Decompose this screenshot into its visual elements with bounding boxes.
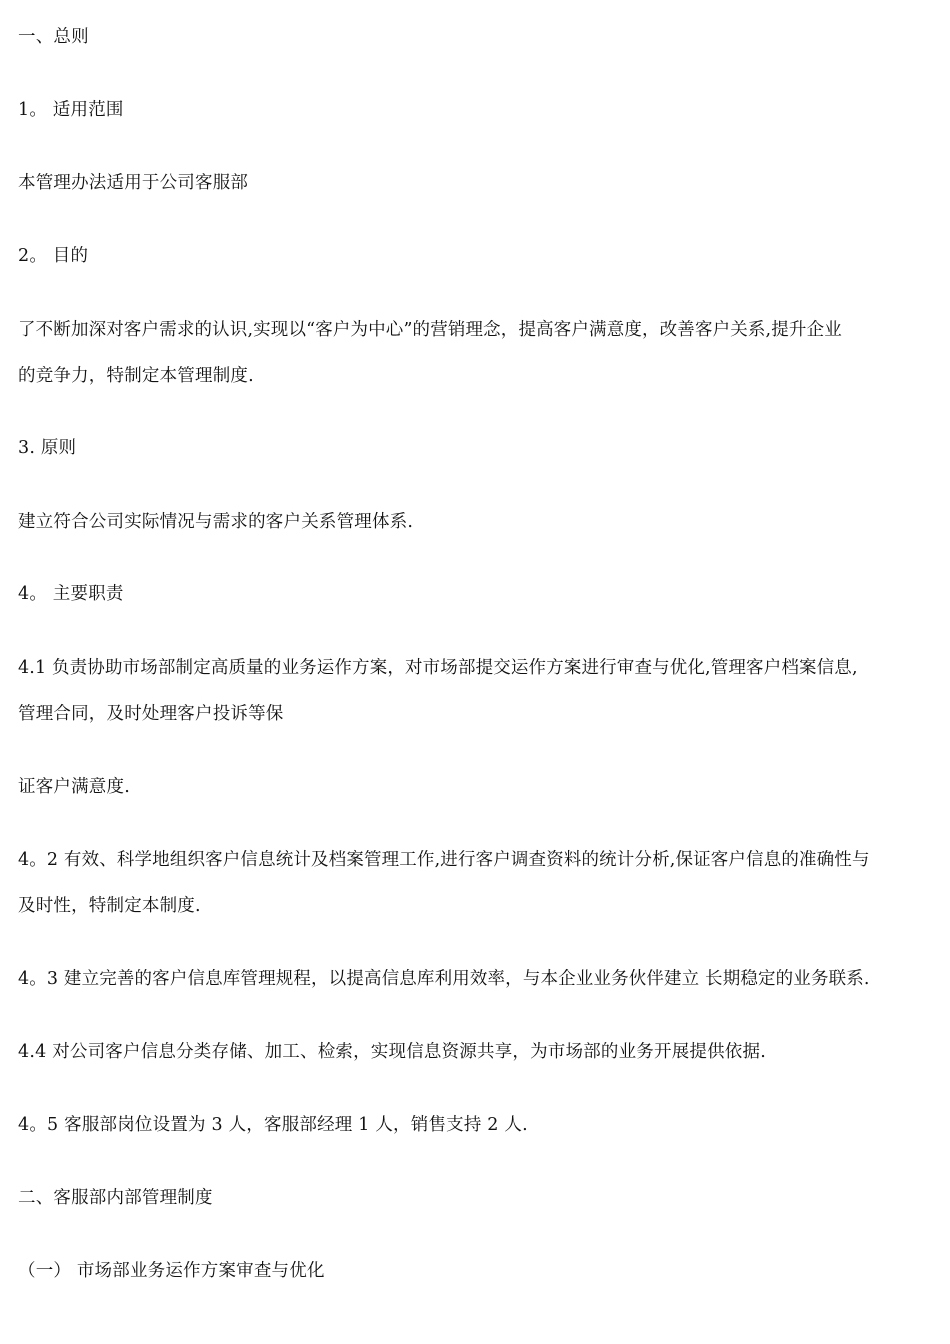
paragraph-scope: 本管理办法适用于公司客服部 [18, 173, 249, 193]
paragraph-duty-4-2-line-2: 及时性，特制定本制度. [18, 896, 201, 916]
paragraph-duty-4-3: 4。3 建立完善的客户信息库管理规程，以提高信息库利用效率，与本企业业务伙伴建立 长期稳定的业务联系. [18, 969, 870, 989]
paragraph-duty-4-1-line-2: 管理合同，及时处理客户投诉等保 [18, 704, 284, 724]
paragraph-duty-4-1-line-3: 证客户满意度. [18, 777, 130, 797]
section-heading-internal-management: 二、客服部内部管理制度 [18, 1188, 213, 1208]
paragraph-purpose-line-1: 了不断加深对客户需求的认识,实现以“客户为中心”的营销理念，提高客户满意度，改善客户关系,提升企业 [18, 320, 842, 340]
subheading-duties: 4。 主要职责 [18, 584, 124, 604]
paragraph-purpose-line-2: 的竞争力，特制定本管理制度. [18, 366, 254, 386]
paragraph-duty-4-5: 4。5 客服部岗位设置为 3 人，客服部经理 1 人，销售支持 2 人. [18, 1115, 528, 1135]
paragraph-duty-4-1-line-1: 4.1 负责协助市场部制定高质量的业务运作方案，对市场部提交运作方案进行审查与优化,管理客户档案信息, [18, 658, 858, 678]
subheading-scope: 1。 适用范围 [18, 100, 124, 120]
subheading-principle: 3. 原则 [18, 438, 77, 458]
paragraph-duty-4-2-line-1: 4。2 有效、科学地组织客户信息统计及档案管理工作,进行客户调查资料的统计分析,保证客户信息的准确性与 [18, 850, 870, 870]
section-heading-general: 一、总则 [18, 27, 89, 47]
subsection-heading-plan-review: （一） 市场部业务运作方案审查与优化 [18, 1261, 325, 1281]
subheading-purpose: 2。 目的 [18, 246, 89, 266]
paragraph-principle: 建立符合公司实际情况与需求的客户关系管理体系. [18, 512, 414, 532]
paragraph-duty-4-4: 4.4 对公司客户信息分类存储、加工、检索，实现信息资源共享，为市场部的业务开展提供依据. [18, 1042, 766, 1062]
